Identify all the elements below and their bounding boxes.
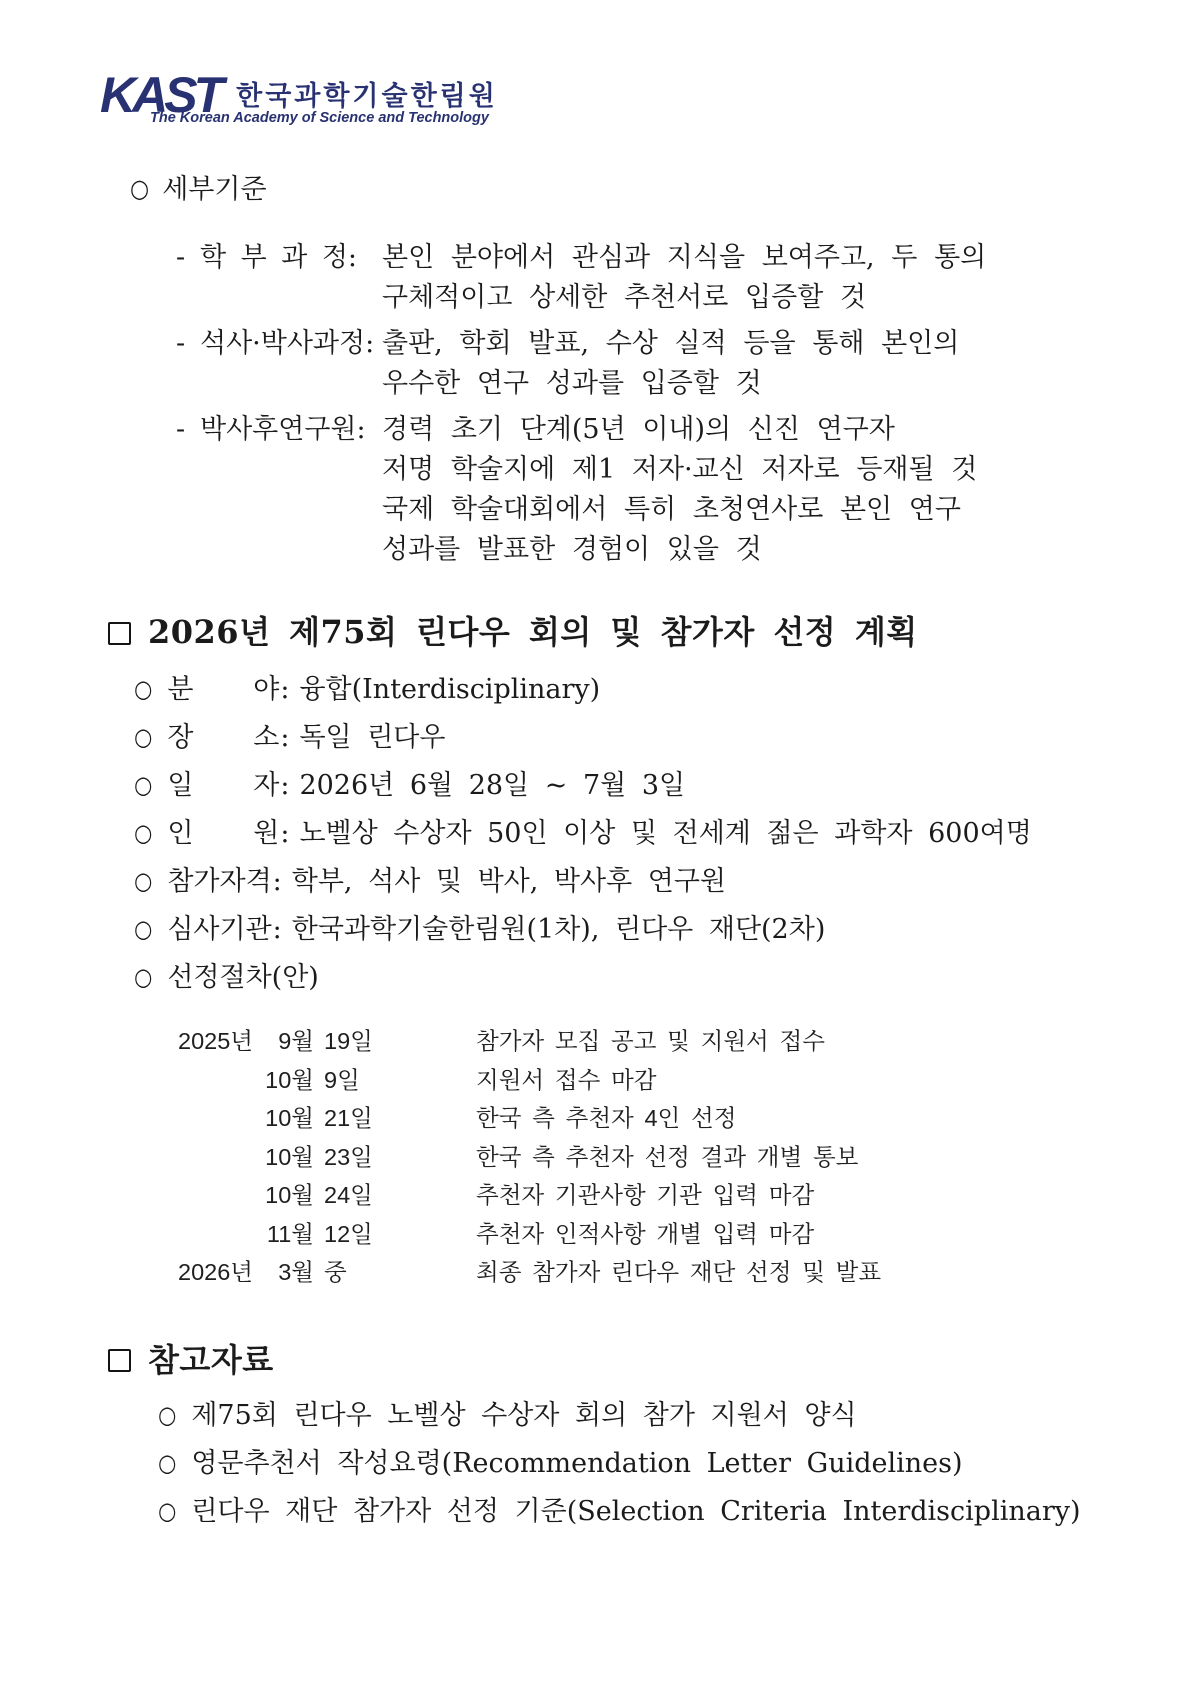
schedule-year	[178, 1099, 264, 1138]
plan-item-selection-procedure	[100, 954, 1160, 1002]
schedule-month: 10월	[265, 1182, 314, 1208]
schedule-description: 한국 측 추천자 선정 결과 개별 통보	[476, 1143, 859, 1170]
schedule-day: 21일	[324, 1105, 373, 1131]
kast-logo-acronym: KAST	[100, 67, 221, 123]
kast-logo-korean-name: 한국과학기술한림원	[236, 81, 498, 111]
criteria-item-undergraduate	[100, 238, 1160, 318]
dash-bullet-icon: -	[176, 328, 186, 359]
selection-schedule	[178, 1022, 1160, 1292]
schedule-row	[178, 1176, 1160, 1215]
criteria-item-masters-phd	[100, 324, 1160, 404]
schedule-day: 23일	[324, 1143, 373, 1170]
plan-item-participants	[100, 810, 1160, 858]
schedule-day: 9일	[324, 1066, 360, 1093]
criteria-heading	[100, 170, 1160, 210]
criteria-section	[100, 170, 1160, 570]
schedule-month: 10월	[265, 1105, 314, 1131]
reference-item-application-form	[100, 1392, 1160, 1440]
criteria-description-line: 구체적이고 상세한 추천서로 입증할 것	[382, 282, 867, 313]
criteria-item-label: 박사후연구원:	[200, 414, 366, 445]
kast-logo	[100, 67, 1160, 126]
plan-item-review-bodies	[100, 906, 1160, 954]
schedule-description: 한국 측 추천자 4인 선정	[476, 1105, 737, 1131]
colon: :	[280, 674, 290, 705]
circle-bullet-icon: ○	[158, 1496, 177, 1525]
schedule-month: 10월	[265, 1143, 314, 1170]
schedule-row	[178, 1061, 1160, 1100]
colon: :	[272, 866, 282, 897]
plan-item-label: 장 소	[167, 722, 280, 753]
plan-title: 2026년 제75회 린다우 회의 및 참가자 선정 계획	[148, 613, 918, 651]
plan-item-field	[100, 666, 1160, 714]
colon: :	[280, 722, 290, 753]
circle-bullet-icon: ○	[158, 1400, 177, 1429]
plan-item-value: 2026년 6월 28일 ~ 7월 3일	[299, 770, 686, 801]
plan-section	[100, 612, 1160, 1292]
references-section	[100, 1340, 1160, 1536]
schedule-year: 2025년	[178, 1028, 253, 1054]
schedule-description: 추천자 기관사항 기관 입력 마감	[476, 1182, 815, 1208]
criteria-description-line: 성과를 발표한 경험이 있을 것	[382, 534, 762, 565]
colon: :	[280, 818, 290, 849]
criteria-item-description	[382, 238, 1160, 318]
schedule-description: 추천자 인적사항 개별 입력 마감	[476, 1220, 815, 1247]
schedule-year	[178, 1138, 264, 1177]
criteria-description-line: 경력 초기 단계(5년 이내)의 신진 연구자	[382, 414, 895, 445]
schedule-day: 12일	[324, 1220, 373, 1247]
schedule-month: 10월	[265, 1066, 314, 1093]
plan-item-label: 참가자격	[167, 866, 272, 897]
schedule-year	[178, 1215, 264, 1254]
schedule-row	[178, 1138, 1160, 1177]
criteria-item-description	[382, 324, 1160, 404]
criteria-item-label: 학 부 과 정:	[200, 242, 357, 273]
circle-bullet-icon: ○	[134, 867, 153, 895]
schedule-year	[178, 1176, 264, 1215]
criteria-item-label: 석사·박사과정:	[200, 328, 375, 359]
plan-item-location	[100, 714, 1160, 762]
circle-bullet-icon: ○	[134, 723, 153, 751]
schedule-month: 9월	[278, 1028, 314, 1054]
kast-logo-tagline: The Korean Academy of Science and Technology	[150, 110, 489, 126]
schedule-month: 11월	[266, 1220, 314, 1247]
schedule-row	[178, 1253, 1160, 1292]
reference-item-text: 린다우 재단 참가자 선정 기준(Selection Criteria Interdisciplinary)	[191, 1495, 1081, 1527]
plan-heading	[108, 612, 1160, 652]
plan-item-value: 노벨상 수상자 50인 이상 및 전세계 젊은 과학자 600여명	[299, 818, 1032, 849]
schedule-description: 지원서 접수 마감	[476, 1066, 657, 1093]
circle-bullet-icon: ○	[158, 1448, 177, 1477]
dash-bullet-icon: -	[176, 414, 186, 445]
reference-item-text: 제75회 린다우 노벨상 수상자 회의 참가 지원서 양식	[191, 1399, 857, 1431]
plan-item-value: 융합(Interdisciplinary)	[299, 674, 601, 705]
schedule-day: 19일	[324, 1028, 373, 1054]
criteria-item-postdoc	[100, 410, 1160, 570]
circle-bullet-icon: ○	[134, 771, 153, 799]
plan-item-value: 한국과학기술한림원(1차), 린다우 재단(2차)	[291, 914, 826, 945]
circle-bullet-icon: ○	[134, 915, 153, 943]
reference-item-letter-guidelines	[100, 1440, 1160, 1488]
plan-item-label: 선정절차(안)	[167, 962, 319, 993]
colon: :	[280, 770, 290, 801]
schedule-year	[178, 1061, 264, 1100]
plan-list	[100, 666, 1160, 1002]
criteria-title: 세부기준	[162, 174, 267, 205]
schedule-row	[178, 1215, 1160, 1254]
schedule-year: 2026년	[178, 1259, 253, 1285]
schedule-day: 중	[324, 1259, 347, 1285]
schedule-month: 3월	[278, 1259, 314, 1285]
schedule-description: 참가자 모집 공고 및 지원서 접수	[476, 1028, 825, 1054]
references-title: 참고자료	[148, 1340, 274, 1379]
schedule-day: 24일	[324, 1182, 373, 1208]
criteria-description-line: 우수한 연구 성과를 입증할 것	[382, 368, 762, 399]
square-bullet-icon	[108, 622, 131, 645]
colon: :	[272, 914, 282, 945]
circle-bullet-icon: ○	[134, 675, 153, 703]
schedule-row	[178, 1099, 1160, 1138]
plan-item-value: 학부, 석사 및 박사, 박사후 연구원	[291, 866, 727, 897]
plan-item-label: 심사기관	[167, 914, 272, 945]
plan-item-value: 독일 린다우	[299, 722, 446, 753]
criteria-description-line: 출판, 학회 발표, 수상 실적 등을 통해 본인의	[382, 328, 960, 359]
plan-item-date	[100, 762, 1160, 810]
reference-item-text: 영문추천서 작성요령(Recommendation Letter Guidelines)	[191, 1447, 963, 1479]
reference-item-selection-criteria	[100, 1488, 1160, 1536]
dash-bullet-icon: -	[176, 242, 186, 273]
schedule-description: 최종 참가자 린다우 재단 선정 및 발표	[476, 1259, 882, 1285]
plan-item-label: 일 자	[167, 770, 280, 801]
criteria-description-line: 국제 학술대회에서 특히 초청연사로 본인 연구	[382, 494, 961, 525]
circle-bullet-icon: ○	[130, 175, 150, 204]
plan-item-label: 인 원	[167, 818, 280, 849]
square-bullet-icon	[108, 1349, 131, 1372]
references-list	[100, 1392, 1160, 1536]
references-heading	[108, 1340, 1160, 1380]
circle-bullet-icon: ○	[134, 963, 153, 991]
plan-item-eligibility	[100, 858, 1160, 906]
criteria-description-line: 저명 학술지에 제1 저자·교신 저자로 등재될 것	[382, 454, 978, 485]
plan-item-label: 분 야	[167, 674, 280, 705]
criteria-item-description	[382, 410, 1160, 570]
criteria-description-line: 본인 분야에서 관심과 지식을 보여주고, 두 통의	[382, 242, 987, 273]
circle-bullet-icon: ○	[134, 819, 153, 847]
criteria-list	[100, 238, 1160, 570]
schedule-row	[178, 1022, 1160, 1061]
